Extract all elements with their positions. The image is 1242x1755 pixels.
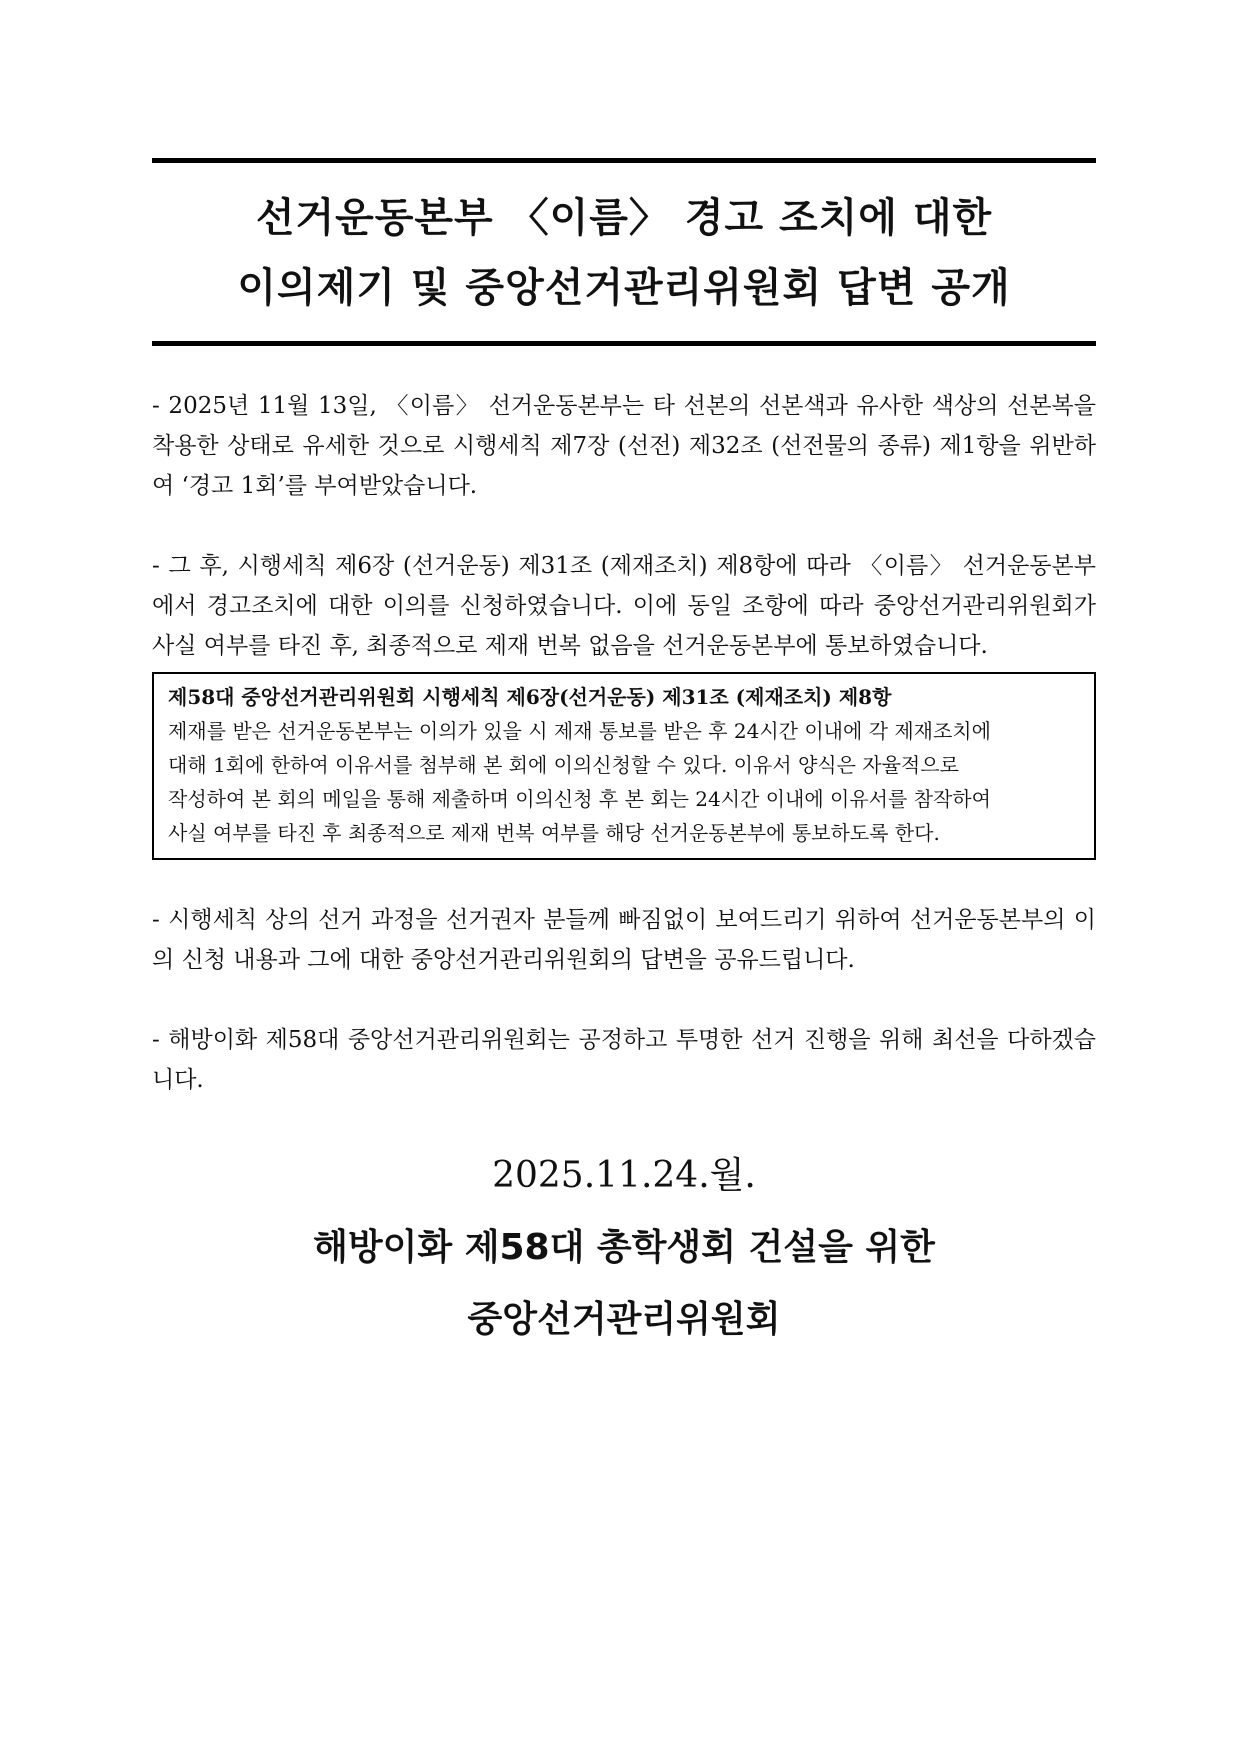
rule-quote-title: 제58대 중앙선거관리위원회 시행세칙 제6장(선거운동) 제31조 (제재조치) 제8항	[168, 685, 892, 709]
closing-date: 2025.11.24.월.	[492, 1155, 756, 1196]
closing-org-line-1: 해방이화 제58대 총학생회 건설을 위한	[313, 1227, 935, 1268]
title-line-2: 이의제기 및 중앙선거관리위원회 답변 공개	[237, 265, 1011, 311]
paragraph-commitment: - 해방이화 제58대 중앙선거관리위원회는 공정하고 투명한 선거 진행을 위해 최선을 다하겠습니다.	[152, 1027, 1096, 1093]
paragraph-warning: - 2025년 11월 13일, 〈이름〉 선거운동본부는 타 선본의 선본색과 유사한 색상의 선본복을 착용한 상태로 유세한 것으로 시행세칙 제7장 (선전) 제32조 (선전물의 종류) 제1항을 위반하여 ‘경고 1회’를 부여받았습니다.	[152, 393, 1096, 499]
top-rule	[152, 158, 1096, 163]
rule-quote-line: 대해 1회에 한하여 이유서를 첨부해 본 회에 이의신청할 수 있다. 이유서 양식은 자율적으로	[168, 753, 959, 777]
bottom-rule	[152, 341, 1096, 346]
document-page	[152, 158, 1096, 1356]
rule-quote-line: 제재를 받은 선거운동본부는 이의가 있을 시 제재 통보를 받은 후 24시간 이내에 각 제재조치에	[168, 719, 991, 743]
paragraph-objection: - 그 후, 시행세칙 제6장 (선거운동) 제31조 (제재조치) 제8항에 따라 〈이름〉 선거운동본부에서 경고조치에 대한 이의를 신청하였습니다. 이에 동일 조항에 따라 중앙선거관리위원회가 사실 여부를 타진 후, 최종적으로 제재 번복 없음을 선거운동본부에 통보하였습니다.	[152, 553, 1096, 659]
title-line-1: 선거운동본부 〈이름〉 경고 조치에 대한	[255, 195, 993, 241]
rule-quote-box	[152, 672, 1096, 860]
document-title	[152, 183, 1096, 323]
rule-quote-line: 작성하여 본 회의 메일을 통해 제출하며 이의신청 후 본 회는 24시간 이내에 이유서를 참작하여	[168, 787, 991, 811]
rule-quote-line: 사실 여부를 타진 후 최종적으로 제재 번복 여부를 해당 선거운동본부에 통보하도록 한다.	[168, 821, 940, 845]
paragraph-sharing: - 시행세칙 상의 선거 과정을 선거권자 분들께 빠짐없이 보여드리기 위하여 선거운동본부의 이의 신청 내용과 그에 대한 중앙선거관리위원회의 답변을 공유드립니다.	[152, 907, 1096, 973]
closing-org-line-2: 중앙선거관리위원회	[467, 1299, 781, 1340]
